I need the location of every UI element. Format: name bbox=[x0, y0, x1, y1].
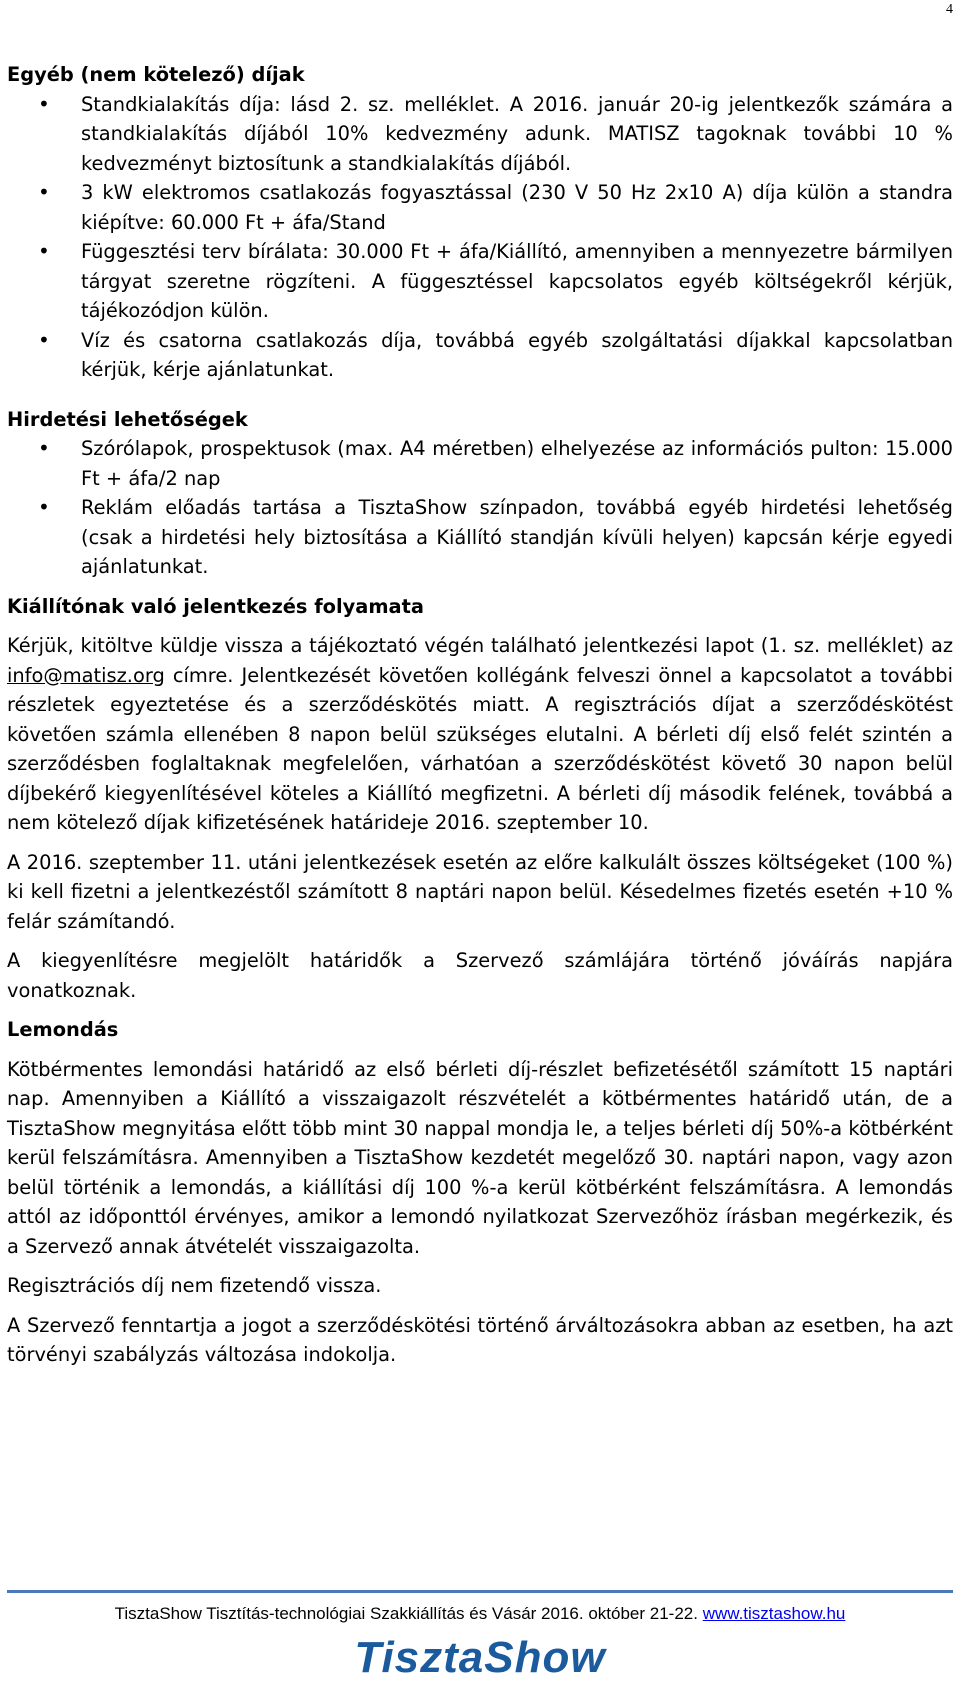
list-item: • Függesztési terv bírálata: 30.000 Ft + áfa/Kiállító, amennyiben a mennyezetre bármilyen tárgyat szeretne rögzíteni. A függesztéssel kapcsolatos egyéb költségekről kérjük, tájékozódjon külön. bbox=[7, 237, 953, 326]
list-item: • Reklám előadás tartása a TisztaShow színpadon, továbbá egyéb hirdetési lehetőség (csak a hirdetési hely biztosítása a Kiállító standján kívüli helyen) kapcsán kérje egyedi ajánlatunkat. bbox=[7, 493, 953, 582]
footer-event-text: TisztaShow Tisztítás-technológiai Szakkiállítás és Vásár 2016. október 21-22. bbox=[114, 1604, 703, 1623]
registration-paragraph-2: A 2016. szeptember 11. utáni jelentkezések esetén az előre kalkulált összes költségeket (100 %) ki kell fizetni a jelentkezéstől számított 8 naptári napon belül. Késedelmes fizetés esetén +10 % felár számítandó. bbox=[7, 850, 953, 933]
section-heading-cancellation: Lemondás bbox=[7, 1018, 119, 1041]
footer-divider bbox=[7, 1590, 953, 1593]
other-fees-list bbox=[7, 90, 953, 385]
list-item: • Víz és csatorna csatlakozás díja, továbbá egyéb szolgáltatási díjakkal kapcsolatban kérjük, kérje ajánlatunkat. bbox=[7, 326, 953, 385]
registration-paragraph-3: A kiegyenlítésre megjelölt határidők a Szervező számlájára történő jóváírás napjára vonatkoznak. bbox=[7, 949, 953, 1002]
advertising-list bbox=[7, 434, 953, 582]
cancellation-paragraph-3: A Szervező fenntartja a jogot a szerződéskötési történő árváltozásokra abban az esetben, ha azt törvényi szabályzás változása indokolja. bbox=[7, 1313, 953, 1366]
list-item: • 3 kW elektromos csatlakozás fogyasztással (230 V 50 Hz 2x10 A) díja külön a standra kiépítve: 60.000 Ft + áfa/Stand bbox=[7, 178, 953, 237]
paragraph-text: Kérjük, kitöltve küldje vissza a tájékoztató végén található jelentkezési lapot (1. sz. melléklet) az bbox=[7, 634, 953, 657]
list-item: • Szórólapok, prospektusok (max. A4 méretben) elhelyezése az információs pulton: 15.000 Ft + áfa/2 nap bbox=[7, 434, 953, 493]
tisztashow-logo: TisztaShow bbox=[354, 1633, 606, 1682]
section-heading-registration: Kiállítónak való jelentkezés folyamata bbox=[7, 594, 424, 618]
email-link[interactable]: info@matisz.org bbox=[7, 663, 165, 687]
paragraph-text: címre. Jelentkezését követően kollégánk felveszi önnel a kapcsolatot a további részletek egyeztetése és a szerződéskötés miatt. A regisztrációs díjat a szerződéskötést követően számla ellenében 8 napon belül szükséges elutalni. A bérleti díj első felét szintén a szerződésben foglaltaknak megfelelően, várhatóan a szerződéskötést követő 30 napon belül díjbekérő kiegyenlítésével köteles a Kiállító megfizetni. A bérleti díj második felének, továbbá a nem kötelező díjak kifizetésének határideje 2016. szeptember 10. bbox=[7, 663, 953, 834]
document-body bbox=[7, 60, 953, 1370]
page-number: 4 bbox=[946, 2, 953, 17]
section-heading-advertising: Hirdetési lehetőségek bbox=[7, 407, 248, 431]
section-heading-other-fees: Egyéb (nem kötelező) díjak bbox=[7, 63, 305, 86]
registration-paragraph-1 bbox=[7, 631, 953, 838]
cancellation-paragraph-1: Kötbérmentes lemondási határidő az első bérleti díj-részlet befizetésétől számított 15 naptári nap. Amennyiben a Kiállító a visszaigazolt részvételét a kötbérmentes határidő után, de a TisztaShow megnyitása előtt több mint 30 nappal mondja le, a teljes bérleti díj 50%-a kötbérként kerül felszámításra. Amennyiben a TisztaShow kezdetét megelőző 30. naptári napon, vagy azon belül történik a lemondás, a kiállítási díj 100 %-a kerül kötbérként felszámításra. A lemondás attól az időponttól érvényes, amikor a lemondó nyilatkozat Szervezőhöz írásban megérkezik, és a Szervező annak átvételét visszaigazolta. bbox=[7, 1057, 953, 1258]
footer-website-link[interactable]: www.tisztashow.hu bbox=[702, 1604, 846, 1623]
footer-text bbox=[0, 1604, 960, 1624]
list-item: • Standkialakítás díja: lásd 2. sz. melléklet. A 2016. január 20-ig jelentkezők számára a standkialakítás díjából 10% kedvezmény adunk. MATISZ tagoknak további 10 % kedvezményt biztosítunk a standkialakítás díjából. bbox=[7, 90, 953, 179]
cancellation-paragraph-2: Regisztrációs díj nem fizetendő vissza. bbox=[7, 1274, 382, 1297]
